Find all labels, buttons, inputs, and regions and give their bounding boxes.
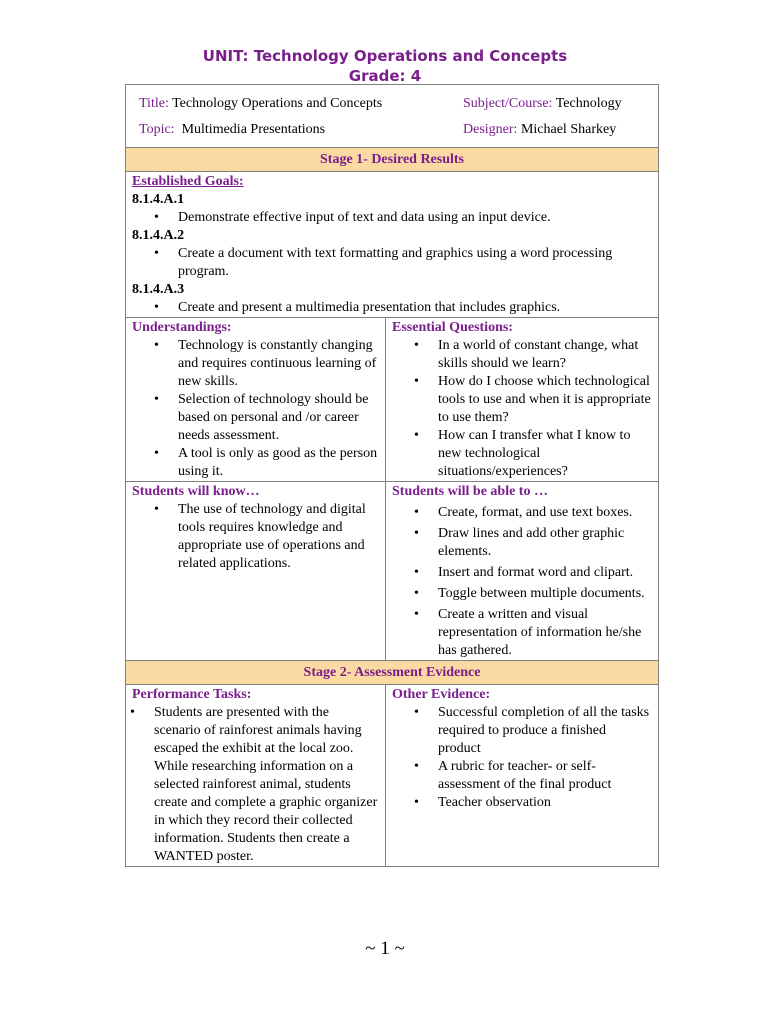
goal-item: • Demonstrate effective input of text and data using an input device. [178,209,652,227]
unit-title: UNIT: Technology Operations and Concepts [202,47,568,65]
meta-line-topic [139,121,648,139]
able-item: • Create a written and visual representation of information he/she has gathered. [438,606,652,660]
able-item: • Create, format, and use text boxes. [438,504,652,522]
designer-value: Michael Sharkey [520,122,617,137]
able-heading: Students will be able to … [392,484,548,499]
meta-row [126,85,659,148]
goals-row [126,172,659,318]
ubd-plan-table [125,84,659,867]
evidence-heading: Other Evidence: [392,687,491,702]
understanding-item: • A tool is only as good as the person using it. [178,445,379,481]
able-item: • Draw lines and add other graphic elements. [438,525,652,561]
assessment-row [126,685,659,867]
know-able-row [126,482,659,661]
meta-line-title [139,95,648,121]
page-number: ~ 1 ~ [365,938,405,959]
subject-label: Subject/Course: [463,96,553,111]
understanding-item: • Technology is constantly changing and requires continuous learning of new skills. [178,337,379,391]
subject-field [463,95,648,121]
stage2-heading: Stage 2- Assessment Evidence [126,661,659,685]
stage1-heading: Stage 1- Desired Results [126,148,659,172]
title-label: Title: [139,96,169,111]
topic-field [139,121,325,139]
understandings-heading: Understandings: [132,320,232,335]
goal-code: 8.1.4.A.1 [132,192,185,207]
subject-value: Technology [555,96,622,111]
goal-code: 8.1.4.A.3 [132,282,185,297]
know-heading: Students will know… [132,484,260,499]
question-item: • How do I choose which technological tools to use and when it is appropriate to use them? [438,373,652,427]
questions-heading: Essential Questions: [392,320,513,335]
goal-item: • Create a document with text formatting and graphics using a word processing program. [178,245,652,281]
goals-heading: Established Goals: [132,174,244,189]
designer-label: Designer: [463,122,518,137]
evidence-item: • Successful completion of all the tasks required to produce a finished product [438,704,652,758]
able-item: • Insert and format word and clipart. [438,564,652,582]
understanding-item: • Selection of technology should be based on personal and /or career needs assessment. [178,391,379,445]
question-item: • How can I transfer what I know to new technological situations/experiences? [438,427,652,481]
topic-label: Topic: [139,122,175,137]
goal-item: • Create and present a multimedia presentation that includes graphics. [178,299,652,317]
evidence-item: • Teacher observation [438,794,652,812]
tasks-heading: Performance Tasks: [132,687,252,702]
topic-value: Multimedia Presentations [181,122,326,137]
grade-title: Grade: 4 [348,67,422,85]
evidence-item: • A rubric for teacher- or self-assessment of the final product [438,758,652,794]
question-item: • In a world of constant change, what skills should we learn? [438,337,652,373]
title-value: Technology Operations and Concepts [172,96,383,111]
designer-field [463,121,648,139]
goal-code: 8.1.4.A.2 [132,228,185,243]
understandings-row [126,318,659,482]
know-item: • The use of technology and digital tools requires knowledge and appropriate use of operations and related applications. [178,501,379,573]
able-item: • Toggle between multiple documents. [438,585,652,603]
task-item: • Students are presented with the scenario of rainforest animals having escaped the exhibit at the local zoo. While researching information on a selected rainforest animal, students create and complete a graphic organizer in which they record their collected information. Students then create a WANTED poster. [154,704,379,866]
title-field [139,95,382,121]
